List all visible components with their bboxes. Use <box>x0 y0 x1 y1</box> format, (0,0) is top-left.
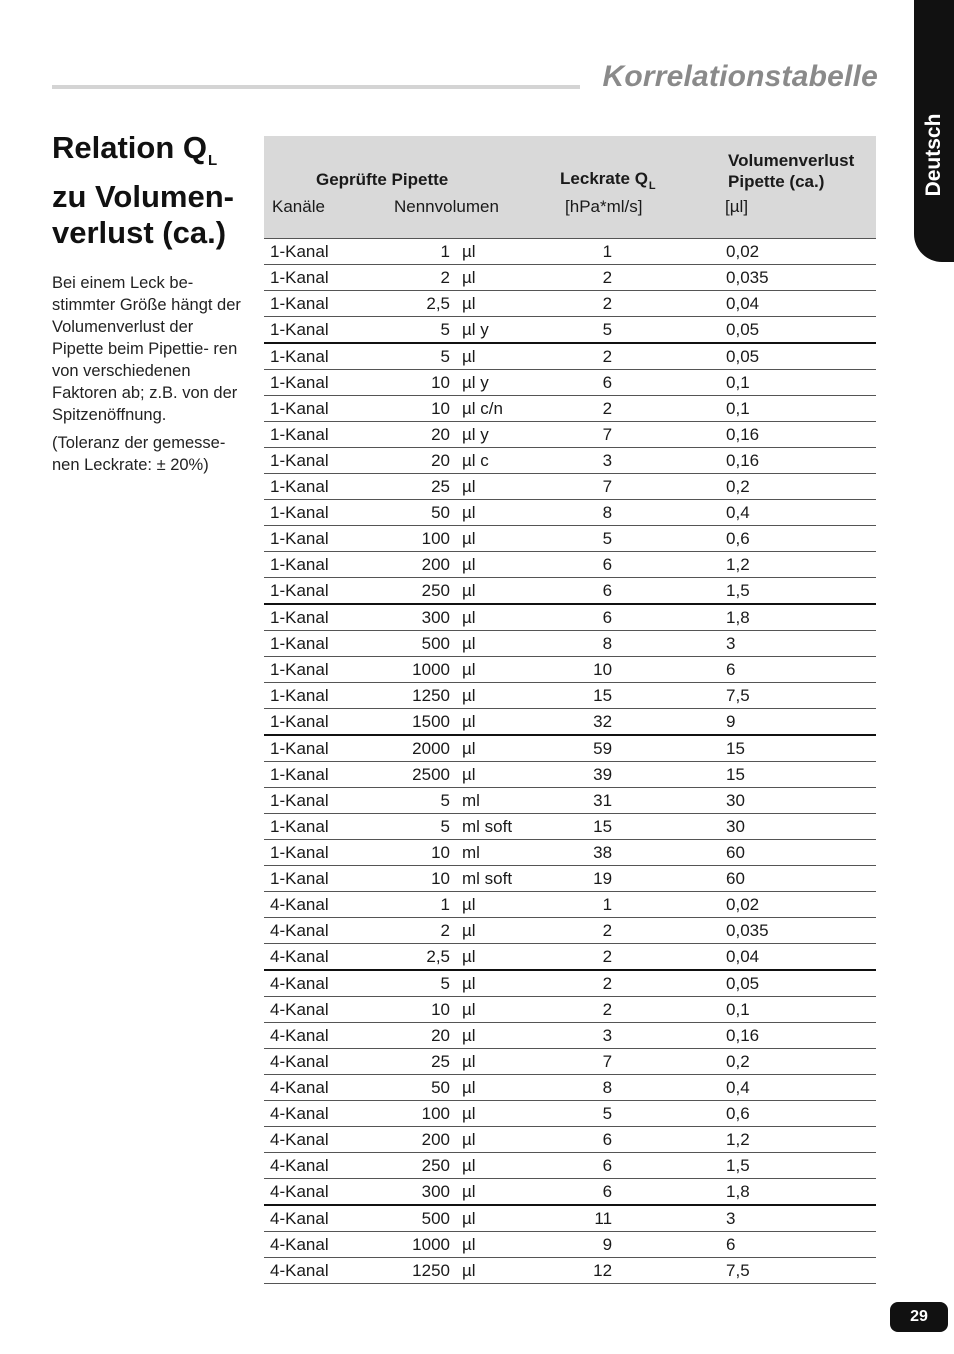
leak-rate-cell: 2 <box>554 265 612 291</box>
unit-cell: µl <box>462 892 554 918</box>
leak-rate-cell: 7 <box>554 1049 612 1075</box>
table-row <box>264 396 876 422</box>
volume-loss-cell: 0,02 <box>612 239 876 265</box>
volume-loss-cell: 0,16 <box>612 1023 876 1049</box>
unit-cell: µl <box>462 762 554 788</box>
nominal-volume-cell: 2,5 <box>364 944 462 971</box>
header-channels: Kanäle <box>272 197 325 216</box>
leak-rate-cell: 5 <box>554 1101 612 1127</box>
volume-loss-cell: 0,6 <box>612 526 876 552</box>
unit-cell: µl c/n <box>462 396 554 422</box>
unit-cell: µl <box>462 500 554 526</box>
nominal-volume-cell: 25 <box>364 1049 462 1075</box>
volume-loss-cell: 1,2 <box>612 1127 876 1153</box>
table-row <box>264 474 876 500</box>
nominal-volume-cell: 2500 <box>364 762 462 788</box>
channels-cell: 1-Kanal <box>264 788 364 814</box>
unit-cell: µl <box>462 1101 554 1127</box>
leak-rate-cell: 8 <box>554 500 612 526</box>
channels-cell: 1-Kanal <box>264 683 364 709</box>
volume-loss-cell: 0,1 <box>612 370 876 396</box>
leak-rate-cell: 7 <box>554 422 612 448</box>
nominal-volume-cell: 300 <box>364 604 462 631</box>
channels-cell: 1-Kanal <box>264 604 364 631</box>
leak-rate-cell: 5 <box>554 317 612 344</box>
leak-rate-cell: 6 <box>554 552 612 578</box>
table-row <box>264 448 876 474</box>
volume-loss-cell: 6 <box>612 1232 876 1258</box>
channels-cell: 4-Kanal <box>264 918 364 944</box>
nominal-volume-cell: 2 <box>364 918 462 944</box>
unit-cell: µl <box>462 526 554 552</box>
table-row <box>264 892 876 918</box>
volume-loss-cell: 0,16 <box>612 448 876 474</box>
channels-cell: 1-Kanal <box>264 448 364 474</box>
volume-loss-cell: 1,8 <box>612 604 876 631</box>
unit-cell: µl <box>462 291 554 317</box>
leak-rate-cell: 3 <box>554 448 612 474</box>
table-row <box>264 1101 876 1127</box>
table-row <box>264 1258 876 1284</box>
volume-loss-cell: 0,035 <box>612 918 876 944</box>
unit-cell: µl <box>462 474 554 500</box>
channels-cell: 4-Kanal <box>264 1153 364 1179</box>
nominal-volume-cell: 1 <box>364 239 462 265</box>
table-row <box>264 1153 876 1179</box>
channels-cell: 4-Kanal <box>264 1258 364 1284</box>
volume-loss-cell: 6 <box>612 657 876 683</box>
unit-cell: µl <box>462 1023 554 1049</box>
unit-cell: ml soft <box>462 866 554 892</box>
header-leak-rate-subscript: L <box>648 180 656 192</box>
unit-cell: µl <box>462 631 554 657</box>
volume-loss-cell: 0,1 <box>612 396 876 422</box>
channels-cell: 4-Kanal <box>264 892 364 918</box>
leak-rate-cell: 2 <box>554 970 612 997</box>
leak-rate-cell: 38 <box>554 840 612 866</box>
leak-rate-cell: 2 <box>554 944 612 971</box>
channels-cell: 1-Kanal <box>264 265 364 291</box>
leak-rate-cell: 10 <box>554 657 612 683</box>
volume-loss-cell: 0,04 <box>612 944 876 971</box>
table-row <box>264 1127 876 1153</box>
unit-cell: µl <box>462 683 554 709</box>
volume-loss-cell: 0,02 <box>612 892 876 918</box>
leak-rate-cell: 15 <box>554 683 612 709</box>
nominal-volume-cell: 5 <box>364 814 462 840</box>
table-row <box>264 1075 876 1101</box>
table-row <box>264 918 876 944</box>
nominal-volume-cell: 5 <box>364 788 462 814</box>
leak-rate-cell: 2 <box>554 291 612 317</box>
channels-cell: 1-Kanal <box>264 422 364 448</box>
nominal-volume-cell: 100 <box>364 526 462 552</box>
tolerance-note: (Toleranz der gemesse- nen Leckrate: ± 20%) <box>52 434 226 474</box>
nominal-volume-cell: 2 <box>364 265 462 291</box>
channels-cell: 4-Kanal <box>264 1205 364 1232</box>
table-row <box>264 944 876 971</box>
nominal-volume-cell: 5 <box>364 970 462 997</box>
volume-loss-cell: 0,16 <box>612 422 876 448</box>
table-row <box>264 1232 876 1258</box>
table-row <box>264 657 876 683</box>
table-row <box>264 578 876 605</box>
table-header-row <box>264 136 876 192</box>
table-row <box>264 631 876 657</box>
unit-cell: µl c <box>462 448 554 474</box>
page-number: 29 <box>890 1302 948 1332</box>
header-right-group <box>554 136 876 192</box>
table-row <box>264 265 876 291</box>
channels-cell: 1-Kanal <box>264 239 364 265</box>
channels-cell: 1-Kanal <box>264 552 364 578</box>
header-units-group <box>554 192 876 239</box>
channels-cell: 1-Kanal <box>264 526 364 552</box>
nominal-volume-cell: 100 <box>364 1101 462 1127</box>
unit-cell: µl <box>462 343 554 370</box>
unit-cell: µl <box>462 1153 554 1179</box>
header-nominal-volume: Nennvolumen <box>394 197 499 216</box>
nominal-volume-cell: 10 <box>364 370 462 396</box>
channels-cell: 4-Kanal <box>264 1232 364 1258</box>
volume-loss-cell: 60 <box>612 840 876 866</box>
channels-cell: 1-Kanal <box>264 291 364 317</box>
leak-rate-cell: 2 <box>554 343 612 370</box>
leak-rate-cell: 12 <box>554 1258 612 1284</box>
table-row <box>264 343 876 370</box>
header-leak-rate-label: Leckrate Q <box>560 169 648 188</box>
unit-cell: µl <box>462 552 554 578</box>
channels-cell: 1-Kanal <box>264 631 364 657</box>
nominal-volume-cell: 2000 <box>364 735 462 762</box>
leak-rate-cell: 39 <box>554 762 612 788</box>
volume-loss-cell: 0,6 <box>612 1101 876 1127</box>
header-rule <box>52 85 580 89</box>
nominal-volume-cell: 500 <box>364 631 462 657</box>
nominal-volume-cell: 10 <box>364 840 462 866</box>
unit-cell: µl <box>462 1232 554 1258</box>
channels-cell: 1-Kanal <box>264 735 364 762</box>
nominal-volume-cell: 1250 <box>364 1258 462 1284</box>
channels-cell: 1-Kanal <box>264 474 364 500</box>
leak-rate-cell: 6 <box>554 370 612 396</box>
table-row <box>264 1179 876 1206</box>
unit-cell: µl <box>462 735 554 762</box>
section-title <box>52 130 262 251</box>
channels-cell: 1-Kanal <box>264 343 364 370</box>
channels-cell: 4-Kanal <box>264 1023 364 1049</box>
table-row <box>264 500 876 526</box>
volume-loss-cell: 0,05 <box>612 317 876 344</box>
channels-cell: 1-Kanal <box>264 840 364 866</box>
leak-rate-cell: 2 <box>554 918 612 944</box>
channels-cell: 1-Kanal <box>264 657 364 683</box>
channels-cell: 4-Kanal <box>264 1049 364 1075</box>
nominal-volume-cell: 20 <box>364 448 462 474</box>
leak-rate-cell: 7 <box>554 474 612 500</box>
channels-cell: 4-Kanal <box>264 1075 364 1101</box>
volume-loss-cell: 3 <box>612 631 876 657</box>
volume-loss-cell: 30 <box>612 788 876 814</box>
table-row <box>264 239 876 265</box>
table-row <box>264 291 876 317</box>
header-volume-unit: [µl] <box>725 197 749 216</box>
leak-rate-cell: 8 <box>554 631 612 657</box>
leak-rate-cell: 5 <box>554 526 612 552</box>
table-row <box>264 370 876 396</box>
unit-cell: µl <box>462 657 554 683</box>
section-title-main: Relation Q <box>52 130 208 165</box>
nominal-volume-cell: 25 <box>364 474 462 500</box>
unit-cell: ml <box>462 840 554 866</box>
unit-cell: µl y <box>462 422 554 448</box>
nominal-volume-cell: 1000 <box>364 1232 462 1258</box>
nominal-volume-cell: 250 <box>364 578 462 605</box>
unit-cell: µl <box>462 1205 554 1232</box>
leak-rate-cell: 1 <box>554 239 612 265</box>
nominal-volume-cell: 10 <box>364 396 462 422</box>
table-row <box>264 866 876 892</box>
header-tested-pipette: Geprüfte Pipette <box>316 170 449 189</box>
volume-loss-cell: 7,5 <box>612 683 876 709</box>
volume-loss-cell: 0,4 <box>612 500 876 526</box>
nominal-volume-cell: 500 <box>364 1205 462 1232</box>
unit-cell: µl <box>462 918 554 944</box>
nominal-volume-cell: 1500 <box>364 709 462 736</box>
nominal-volume-cell: 1250 <box>364 683 462 709</box>
nominal-volume-cell: 50 <box>364 500 462 526</box>
leak-rate-cell: 2 <box>554 997 612 1023</box>
volume-loss-cell: 9 <box>612 709 876 736</box>
unit-cell: µl <box>462 604 554 631</box>
channels-cell: 4-Kanal <box>264 1101 364 1127</box>
table-row <box>264 762 876 788</box>
table-row <box>264 552 876 578</box>
channels-cell: 1-Kanal <box>264 762 364 788</box>
unit-cell: µl <box>462 997 554 1023</box>
channels-cell: 4-Kanal <box>264 944 364 971</box>
intro-paragraph: Bei einem Leck be- stimmter Größe hängt der Volumenverlust der Pipette beim Pipettie- ren von verschiedenen Faktoren ab; z.B. von der Spitzenöffnung. <box>52 274 241 424</box>
table-row <box>264 1049 876 1075</box>
volume-loss-cell: 1,8 <box>612 1179 876 1206</box>
unit-cell: µl <box>462 239 554 265</box>
leak-rate-cell: 32 <box>554 709 612 736</box>
volume-loss-cell: 0,04 <box>612 291 876 317</box>
header-volume-loss <box>720 150 854 192</box>
table-row <box>264 526 876 552</box>
leak-rate-cell: 8 <box>554 1075 612 1101</box>
leak-rate-cell: 6 <box>554 1179 612 1206</box>
unit-cell: µl <box>462 944 554 971</box>
volume-loss-cell: 0,2 <box>612 1049 876 1075</box>
nominal-volume-cell: 200 <box>364 552 462 578</box>
unit-cell: µl <box>462 1258 554 1284</box>
unit-cell: µl <box>462 1049 554 1075</box>
nominal-volume-cell: 250 <box>364 1153 462 1179</box>
volume-loss-cell: 0,035 <box>612 265 876 291</box>
leak-rate-cell: 3 <box>554 1023 612 1049</box>
volume-loss-cell: 0,1 <box>612 997 876 1023</box>
channels-cell: 4-Kanal <box>264 997 364 1023</box>
table-row <box>264 604 876 631</box>
table-row <box>264 997 876 1023</box>
unit-cell: µl <box>462 709 554 736</box>
volume-loss-cell: 1,5 <box>612 1153 876 1179</box>
leak-rate-cell: 1 <box>554 892 612 918</box>
channels-cell: 4-Kanal <box>264 970 364 997</box>
header-volume-loss-line1: Volumenverlust <box>728 151 855 170</box>
leak-rate-cell: 31 <box>554 788 612 814</box>
leak-rate-cell: 15 <box>554 814 612 840</box>
language-tab-label: Deutsch <box>922 113 945 197</box>
correlation-table-container <box>264 136 876 1284</box>
leak-rate-cell: 6 <box>554 1153 612 1179</box>
nominal-volume-cell: 1000 <box>364 657 462 683</box>
leak-rate-cell: 6 <box>554 578 612 605</box>
volume-loss-cell: 1,5 <box>612 578 876 605</box>
volume-loss-cell: 1,2 <box>612 552 876 578</box>
channels-cell: 4-Kanal <box>264 1127 364 1153</box>
nominal-volume-cell: 5 <box>364 343 462 370</box>
nominal-volume-cell: 200 <box>364 1127 462 1153</box>
leak-rate-cell: 19 <box>554 866 612 892</box>
nominal-volume-cell: 20 <box>364 1023 462 1049</box>
channels-cell: 1-Kanal <box>264 578 364 605</box>
table-row <box>264 1205 876 1232</box>
volume-loss-cell: 60 <box>612 866 876 892</box>
volume-loss-cell: 15 <box>612 735 876 762</box>
unit-cell: µl <box>462 1179 554 1206</box>
language-tab <box>914 0 954 262</box>
table-row <box>264 709 876 736</box>
channels-cell: 1-Kanal <box>264 500 364 526</box>
unit-cell: µl <box>462 265 554 291</box>
volume-loss-cell: 0,4 <box>612 1075 876 1101</box>
section-title-line2: zu Volumen- <box>52 179 234 214</box>
table-subheader-row <box>264 192 876 239</box>
header-leak-rate <box>560 169 720 192</box>
channels-cell: 1-Kanal <box>264 709 364 736</box>
unit-cell: µl <box>462 578 554 605</box>
volume-loss-cell: 15 <box>612 762 876 788</box>
nominal-volume-cell: 5 <box>364 317 462 344</box>
leak-rate-cell: 6 <box>554 1127 612 1153</box>
channels-cell: 1-Kanal <box>264 370 364 396</box>
unit-cell: µl <box>462 1127 554 1153</box>
unit-cell: µl <box>462 970 554 997</box>
table-row <box>264 735 876 762</box>
channels-cell: 1-Kanal <box>264 814 364 840</box>
section-title-subscript: L <box>208 152 218 169</box>
header-volume-loss-line2: Pipette (ca.) <box>728 172 825 191</box>
table-row <box>264 970 876 997</box>
nominal-volume-cell: 2,5 <box>364 291 462 317</box>
volume-loss-cell: 3 <box>612 1205 876 1232</box>
table-row <box>264 1023 876 1049</box>
correlation-table <box>264 136 876 1284</box>
leak-rate-cell: 6 <box>554 604 612 631</box>
volume-loss-cell: 7,5 <box>612 1258 876 1284</box>
table-row <box>264 840 876 866</box>
nominal-volume-cell: 50 <box>364 1075 462 1101</box>
leak-rate-cell: 2 <box>554 396 612 422</box>
unit-cell: µl y <box>462 317 554 344</box>
page-header-title: Korrelationstabelle <box>602 60 878 93</box>
section-title-line3: verlust (ca.) <box>52 215 227 250</box>
header-leak-unit: [hPa*ml/s] <box>565 197 643 216</box>
unit-cell: µl <box>462 1075 554 1101</box>
table-row <box>264 317 876 344</box>
unit-cell: µl y <box>462 370 554 396</box>
table-row <box>264 814 876 840</box>
leak-rate-cell: 9 <box>554 1232 612 1258</box>
nominal-volume-cell: 300 <box>364 1179 462 1206</box>
channels-cell: 1-Kanal <box>264 396 364 422</box>
nominal-volume-cell: 10 <box>364 866 462 892</box>
table-body <box>264 239 876 1284</box>
unit-cell: ml soft <box>462 814 554 840</box>
table-row <box>264 788 876 814</box>
table-row <box>264 422 876 448</box>
nominal-volume-cell: 20 <box>364 422 462 448</box>
leak-rate-cell: 59 <box>554 735 612 762</box>
volume-loss-cell: 30 <box>612 814 876 840</box>
nominal-volume-cell: 1 <box>364 892 462 918</box>
volume-loss-cell: 0,2 <box>612 474 876 500</box>
channels-cell: 1-Kanal <box>264 317 364 344</box>
leak-rate-cell: 11 <box>554 1205 612 1232</box>
nominal-volume-cell: 10 <box>364 997 462 1023</box>
unit-cell: ml <box>462 788 554 814</box>
intro-text <box>52 272 248 482</box>
volume-loss-cell: 0,05 <box>612 970 876 997</box>
table-row <box>264 683 876 709</box>
channels-cell: 1-Kanal <box>264 866 364 892</box>
channels-cell: 4-Kanal <box>264 1179 364 1206</box>
volume-loss-cell: 0,05 <box>612 343 876 370</box>
